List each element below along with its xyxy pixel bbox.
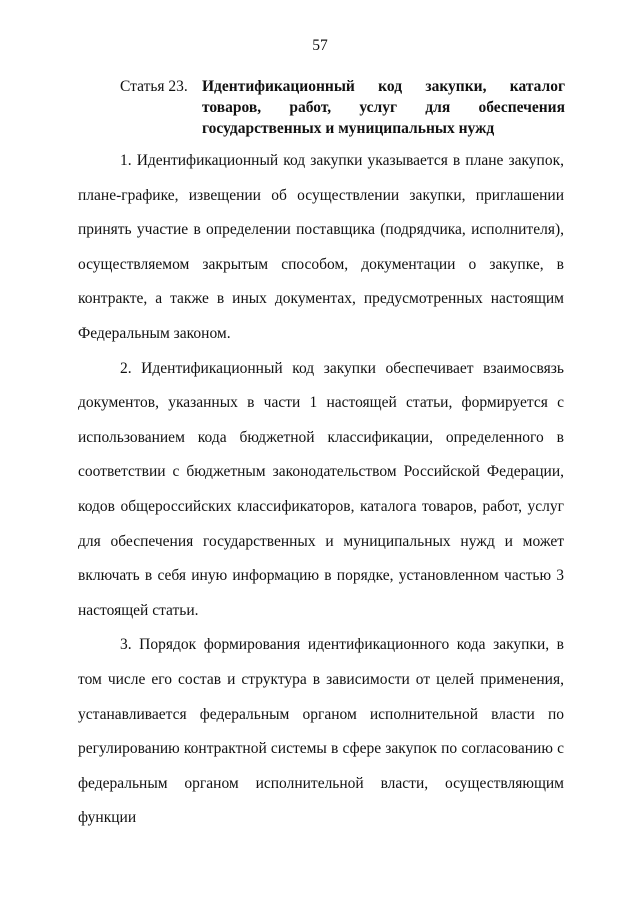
document-body xyxy=(78,144,564,836)
article-title: Идентификационный код закупки, каталог товаров, работ, услуг для обеспечения государственных и муниципальных нужд xyxy=(202,78,565,137)
paragraph-2: 2. Идентификационный код закупки обеспечивает взаимосвязь документов, указанных в части 1 настоящей статьи, формируется с использованием кода бюджетной классификации, определенного в соответствии с бюджетным законодательством Российской Федерации, кодов общероссийских классификаторов, каталога товаров, работ, услуг для обеспечения государственных и муниципальных нужд и может включать в себя иную информацию в порядке, установленном частью 3 настоящей статьи. xyxy=(78,359,564,619)
article-label: Статья 23. xyxy=(120,78,188,95)
paragraph-1: 1. Идентификационный код закупки указывается в плане закупок, плане-графике, извещении об осуществлении закупки, приглашении принять участие в определении поставщика (подрядчика, исполнителя), осуществляемом закрытым способом, документации о закупке, в контракте, а также в иных документах, предусмотренных настоящим Федеральным законом. xyxy=(78,152,564,342)
paragraph-3: 3. Порядок формирования идентификационного кода закупки, в том числе его состав и структура в зависимости от целей применения, устанавливается федеральным органом исполнительной власти по регулированию контрактной системы в сфере закупок по согласованию с федеральным органом исполнительной власти, осуществляющим функции xyxy=(78,636,564,827)
page-number: 57 xyxy=(312,37,328,54)
